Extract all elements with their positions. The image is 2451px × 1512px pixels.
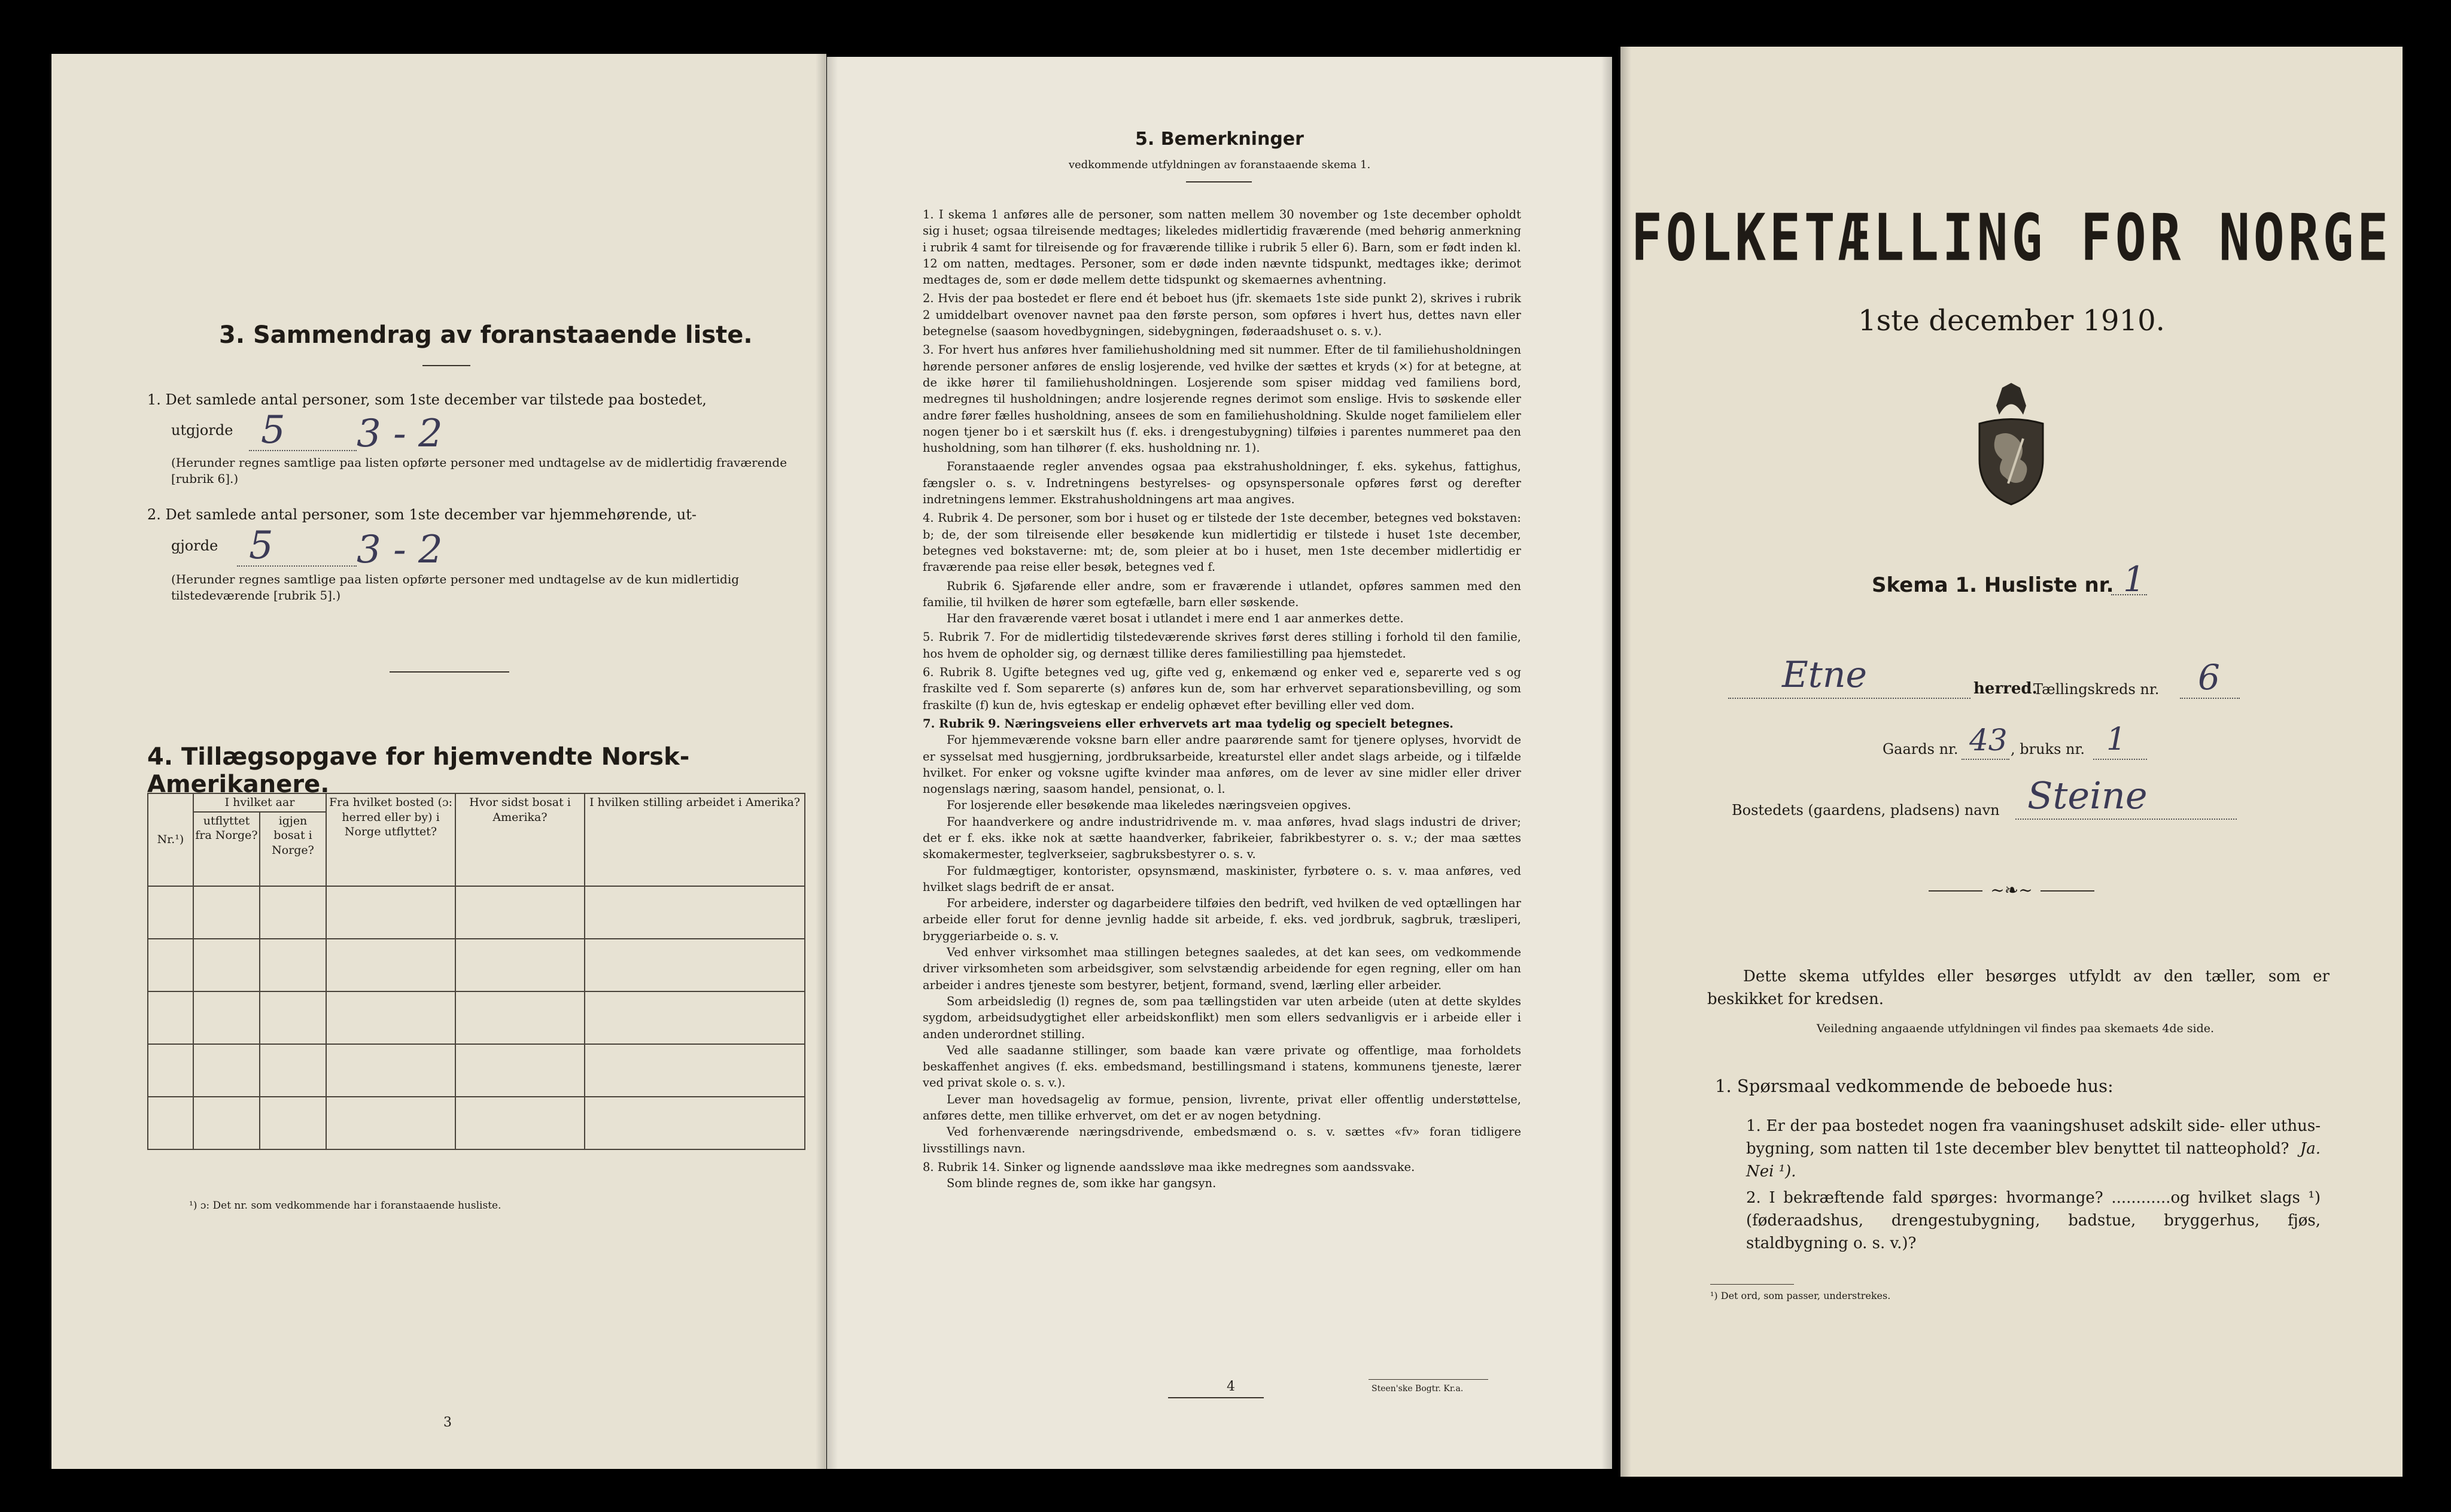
remark-paragraph: Har den fraværende været bosat i utlandet i mere end 1 aar anmerkes dette. [947, 612, 1404, 626]
census-date: 1ste december 1910. [1858, 304, 2165, 337]
remark-paragraph: 1. I skema 1 anføres alle de personer, som natten mellem 30 november og 1ste december opholdt sig i huset; ogsaa tilreisende medtages; likeledes midlertidig fraværende (med behørig anmerkning i rubrik 4 samt for tilreisende og for fraværende tillike i rubrik 5 eller 6). Barn, som er født inden kl. 12 om natten, medtages. Personer, som er døde inden nævnte tidspunkt, medtages ikke; derimot medtages de, som er døde mellem dette tidspunkt og skemaernes avhentning. [923, 208, 1521, 287]
question-1-answer: Ja. Nei ¹). [1746, 1140, 2321, 1181]
remark-paragraph: For arbeidere, inderster og dagarbeidere tilføies den bedrift, ved hvilken de ved optællingen har arbeide eller forut for denne jevnlig hadde sit arbeide, f. eks. ved jordbruk, sagbruk, træsliperi, bryggeriarbeide o. s. v. [923, 896, 1521, 943]
census-title: FOLKETÆLLING FOR NORGE [1631, 200, 2392, 276]
col-nr: Nr.¹) [148, 793, 193, 886]
remark-paragraph: 7. Rubrik 9. Næringsveiens eller erhvervets art maa tydelig og specielt betegnes. [923, 716, 1453, 731]
q2-note: (Herunder regnes samtlige paa listen opførte personer med undtagelse av de kun midlertidig tilstedeværende [rubrik 5].) [171, 572, 740, 603]
page-number: 3 [443, 1415, 452, 1430]
remarks-body [923, 206, 1521, 1194]
question-heading: 1. Spørsmaal vedkommende de beboede hus: [1715, 1076, 2114, 1096]
divider [422, 365, 470, 366]
divider [1929, 890, 1982, 892]
kreds-number: 6 [2198, 657, 2220, 698]
q1-handwritten-total: 5 [261, 408, 285, 452]
col-stilling: I hvilken stilling arbeidet i Amerika? [585, 793, 805, 886]
remarks-subtitle: vedkommende utfyldningen av foranstaaende skema 1. [1068, 159, 1371, 171]
herred-label: herred. [1973, 680, 2038, 698]
q2-line [237, 565, 357, 567]
gaards-number: 43 [1969, 723, 2008, 757]
question-2: 2. I bekræftende fald spørges: hvormange? ............og hvilket slags ¹) (føderaadshus, drengestubygning, badstue, bryggerhus, fjøs, staldbygning o. s. v.)? [1746, 1189, 2321, 1252]
remark-paragraph: 6. Rubrik 8. Ugifte betegnes ved ug, gifte ved g, enkemænd og enker ved e, separerte ved s og fraskilte ved f. Som separerte (s) anføres kun de, som har erhvervet separationsbevilling, og som fraskilte (f) kun de, hvis egteskap er endelig ophævet efter bevilling eller ved dom. [923, 665, 1521, 712]
cover-page [1620, 47, 2403, 1477]
bruks-label: , bruks nr. [2011, 741, 2085, 757]
table-row [148, 1097, 805, 1149]
q2-prefix: gjorde [171, 537, 218, 554]
remark-paragraph: For fuldmægtiger, kontorister, opsynsmænd, maskinister, fyrbøtere o. s. v. maa anføres, ved hvilket slags bedrift de er ansat. [923, 863, 1521, 894]
remarks-title: 5. Bemerkninger [1135, 129, 1304, 150]
printer-mark: Steen'ske Bogtr. Kr.a. [1372, 1384, 1464, 1394]
remark-paragraph: Foranstaaende regler anvendes ogsaa paa ekstrahusholdninger, f. eks. sykehus, fattighus, fængsler o. s. v. Indretningens bestyrelses- og opsynspersonale opføres først og derefter indretningens lemmer. Ekstrahusholdningens art maa angives. [923, 460, 1521, 507]
bruks-number: 1 [2106, 722, 2127, 757]
kreds-label: Tællingskreds nr. [2033, 681, 2160, 698]
skema-label: Skema 1. Husliste nr. [1872, 573, 2114, 597]
col-fra-bosted: Fra hvilket bosted (ɔ: herred eller by) i Norge utflyttet? [326, 793, 455, 886]
divider [1710, 1284, 1794, 1285]
table-row [148, 1044, 805, 1097]
q2-handwritten-total: 5 [249, 524, 273, 568]
table-row [148, 886, 805, 939]
remark-paragraph: For haandverkere og andre industridrivende m. v. maa anføres, hvad slags industri de driver; det er f. eks. ikke nok at sætte haandverker, fabrikeier, fabrikbestyrer o. s. v.; der maa sættes skomakermester, teglverkseier, sagbruksbestyrer o. s. v. [923, 814, 1521, 862]
remark-paragraph: 8. Rubrik 14. Sinker og lignende aandssløve maa ikke medregnes som aandssvake. [923, 1160, 1415, 1174]
remark-paragraph: Lever man hovedsagelig av formue, pension, livrente, privat eller offentlig understøttelse, anføres dette, men tillike erhvervet, om det er av nogen betydning. [923, 1092, 1521, 1123]
remark-paragraph: Rubrik 6. Sjøfarende eller andre, som er fraværende i utlandet, opføres sammen med den familie, til hvilken de hører som egtefælle, barn eller søskende. [923, 579, 1521, 609]
question-1 [1746, 1115, 2321, 1183]
page-4-remarks [827, 57, 1612, 1469]
section-3-title: 3. Sammendrag av foranstaaende liste. [219, 321, 753, 349]
q1-prefix: utgjorde [171, 422, 233, 439]
section-4-title: 4. Tillægsopgave for hjemvendte Norsk-Amerikanere. [147, 743, 690, 798]
col-utflyttet: utflyttet fra Norge? [193, 812, 260, 886]
q1-note: (Herunder regnes samtlige paa listen opførte personer med undtagelse av de midlertidig fraværende [rubrik 6].) [171, 455, 787, 486]
cover-footnote: ¹) Det ord, som passer, understrekes. [1710, 1290, 1891, 1301]
q1-handwritten-split: 3 - 2 [357, 412, 443, 456]
page-3 [51, 54, 826, 1469]
remark-paragraph: Som blinde regnes de, som ikke har gangsyn. [947, 1176, 1217, 1191]
cover-veiledning: Veiledning angaaende utfyldningen vil findes paa skemaets 4de side. [1816, 1022, 2215, 1035]
divider [2041, 890, 2094, 892]
divider [390, 671, 509, 673]
table-footnote: ¹) ɔ: Det nr. som vedkommende har i foranstaaende husliste. [189, 1200, 501, 1212]
remark-paragraph: 4. Rubrik 4. De personer, som bor i huset og er tilstede der 1ste december, betegnes ved bokstaven: b; de, der som tilreisende eller besøkende kun midlertidig er tilstede i huset 1ste december, betegnes ved bokstaverne: mt; de, som pleier at bo i huset, men 1ste december midlertidig er fraværende paa reise eller besøk, betegnes ved f. [923, 511, 1521, 574]
herred-handwritten: Etne [1782, 654, 1868, 696]
remark-paragraph: Som arbeidsledig (l) regnes de, som paa tællingstiden var uten arbeide (uten at dette skyldes sygdom, arbeidsudygtighet eller arbeidskonflikt) men som ellers sedvanligvis er i arbeide eller i anden underordnet stilling. [923, 994, 1521, 1041]
q2-text: 2. Det samlede antal personer, som 1ste december var hjemmehørende, ut- [147, 506, 697, 523]
col-igjen-bosat: igjen bosat i Norge? [260, 812, 326, 886]
gaards-line [1962, 759, 2009, 760]
page-fold-shadow [827, 57, 838, 1469]
bosted-line [2015, 819, 2237, 820]
husliste-number: 1 [2123, 559, 2145, 600]
norsk-amerikanere-table [147, 793, 805, 1150]
cover-instruction: Dette skema utfyldes eller besørges utfyldt av den tæller, som er beskikket for kredsen. [1707, 968, 2330, 1008]
remark-paragraph: Ved forhenværende næringsdrivende, embedsmænd o. s. v. sættes «fv» foran tidligere livsstillings navn. [923, 1125, 1521, 1155]
page-fold-shadow [1601, 57, 1612, 1469]
divider [1168, 1397, 1264, 1398]
bruks-line [2093, 759, 2147, 760]
bosted-handwritten: Steine [2027, 774, 2148, 817]
table-row [148, 991, 805, 1044]
remark-paragraph: Ved enhver virksomhet maa stillingen betegnes saaledes, at det kan sees, om vedkommende driver virksomheten som arbeidsgiver, som selvstændig arbeidende for egen regning, eller om han arbeider i andres tjeneste som bestyrer, betjent, formand, svend, lærling eller arbeider. [923, 945, 1521, 992]
herred-line [1728, 698, 1970, 699]
remark-paragraph: For hjemmeværende voksne barn eller andre paarørende samt for tjenere oplyses, hvorvidt de er sysselsat med husgjerning, jordbruksarbeide, kreaturstel eller andet slags arbeide, og i tilfælde hvilket. For enker og voksne ugifte kvinder maa anføres, om de lever av sine midler eller driver nogenslags næring, saasom handel, pensionat, o. l. [923, 733, 1521, 796]
q2-handwritten-split: 3 - 2 [357, 528, 443, 572]
col-group-year: I hvilket aar [193, 793, 326, 812]
bosted-label: Bostedets (gaardens, pladsens) navn [1732, 802, 2000, 819]
divider [1369, 1379, 1488, 1380]
remark-paragraph: For losjerende eller besøkende maa likeledes næringsveien opgives. [947, 798, 1351, 813]
gaards-label: Gaards nr. [1883, 741, 1959, 757]
remark-paragraph: 5. Rubrik 7. For de midlertidig tilstedeværende skrives først deres stilling i forhold til den familie, hos hvem de opholder sig, og dernæst tillike deres familiestilling paa hjemstedet. [923, 630, 1521, 661]
page-number: 4 [1227, 1379, 1235, 1394]
husliste-line [2111, 594, 2147, 595]
remark-paragraph: 3. For hvert hus anføres hver familiehusholdning med sit nummer. Efter de til familiehusholdningen hørende personer anføres de enslig losjerende, ved hvilke der sættes et kryds (×) for at betegne, at de ikke hører til familiehusholdningen. Losjerende som spiser middag ved familiens bord, medregnes til husholdningen; andre losjerende regnes derimot som enslige. Hvis to søskende eller andre fører fælles husholdning, ansees de som en familiehusholdning. Skulde noget familielem eller nogen tjener bo i et særskilt hus (f. eks. i drengestubygning) tilføies i parentes nummeret paa den husholdning, som han tilhører (f. eks. husholdning nr. 1). [923, 343, 1521, 455]
remark-paragraph: Ved alle saadanne stillinger, som baade kan være private og offentlige, maa forholdets beskaffenhet angives (f. eks. embedsmand, bestillingsmand i statens, kommunens tjeneste, lærer ved privat skole o. s. v.). [923, 1043, 1521, 1090]
kreds-line [2180, 698, 2240, 699]
q1-line [249, 450, 357, 451]
ornament-icon: ~❧~ [1990, 880, 2033, 900]
table-row [148, 939, 805, 991]
question-1-text: 1. Er der paa bostedet nogen fra vaaningshuset adskilt side- eller uthus-bygning, som natten til 1ste december blev benyttet til natteophold? [1746, 1117, 2321, 1158]
col-sidst-bosat: Hvor sidst bosat i Amerika? [455, 793, 585, 886]
q1-text: 1. Det samlede antal personer, som 1ste december var tilstede paa bostedet, [147, 391, 707, 408]
remark-paragraph: 2. Hvis der paa bostedet er flere end ét beboet hus (jfr. skemaets 1ste side punkt 2), skrives i rubrik 2 umiddelbart ovenover navnet paa den første person, som opføres i hvert hus, dettes navn eller betegnelse (saasom hovedbygningen, sidebygningen, føderaadshuset o. s. v.). [923, 291, 1521, 339]
coat-of-arms-icon [1966, 382, 2056, 507]
divider [1186, 181, 1252, 182]
